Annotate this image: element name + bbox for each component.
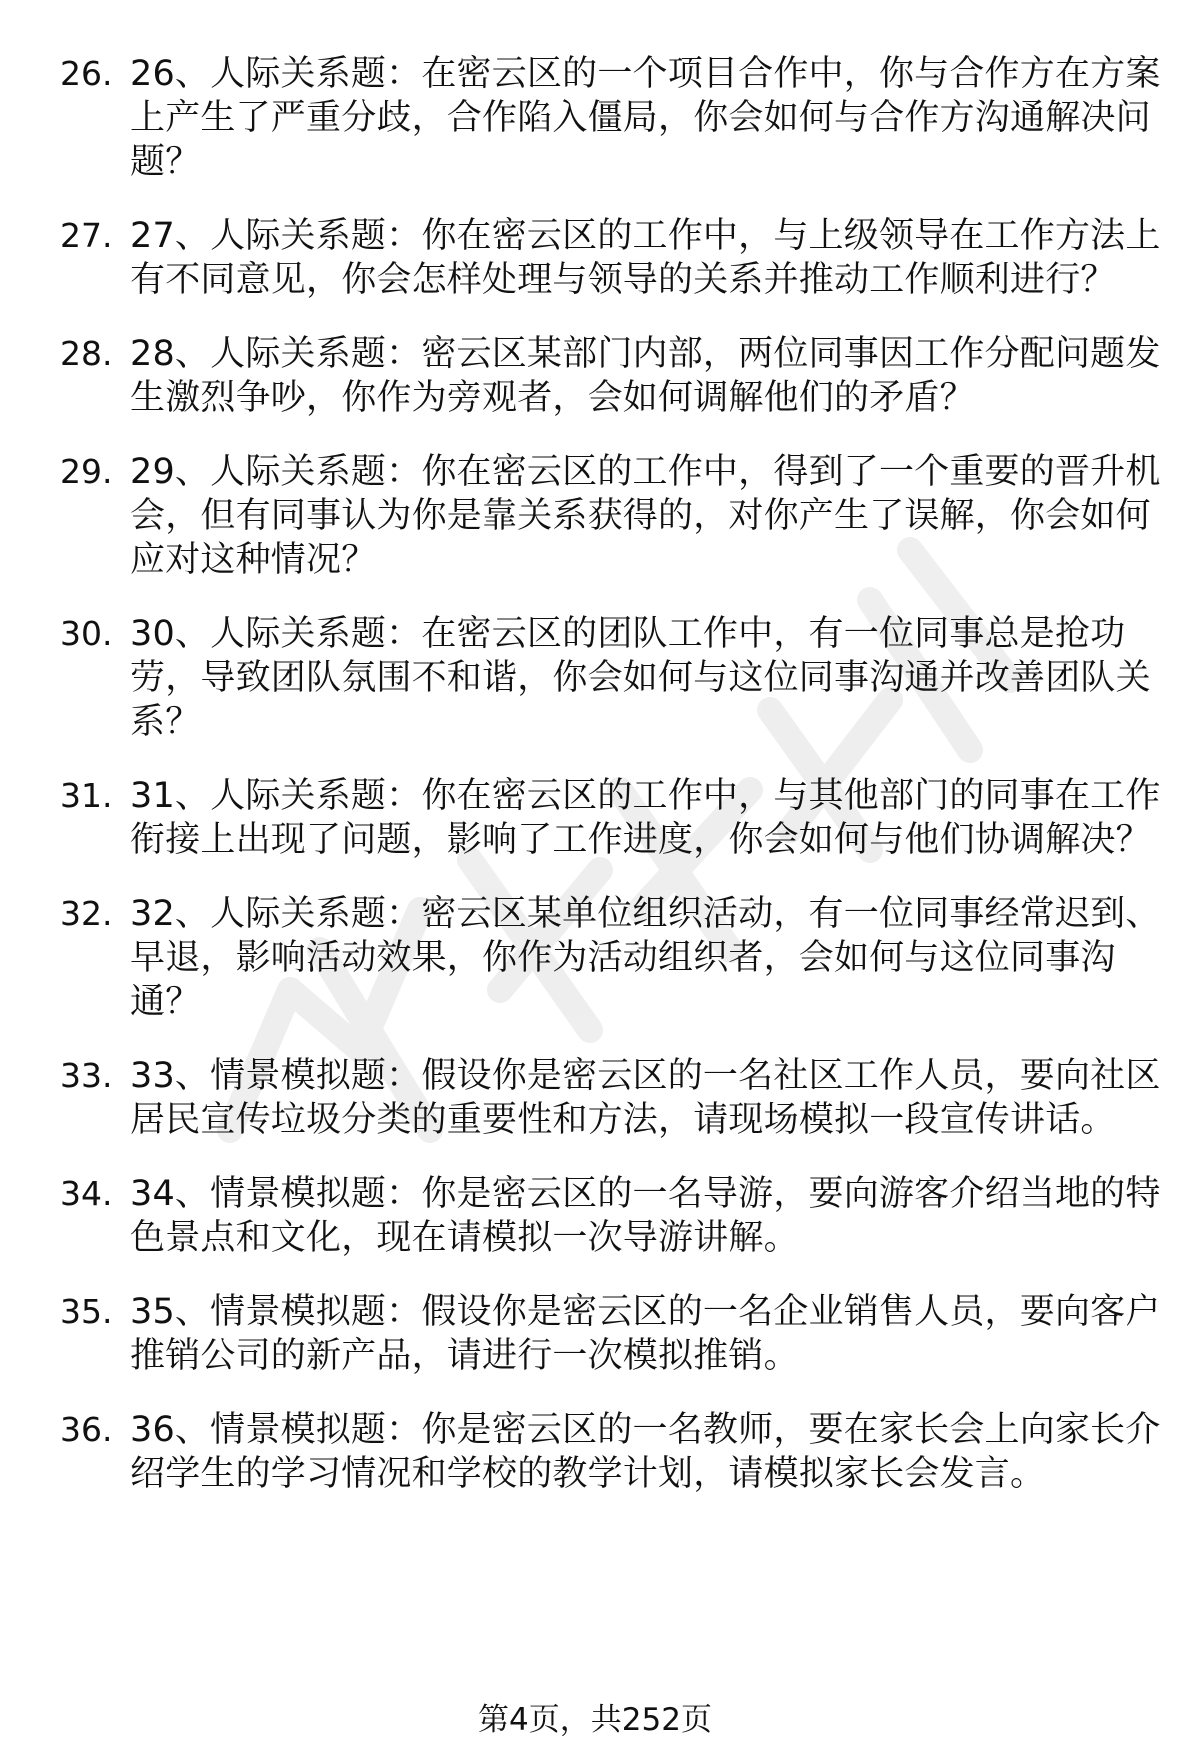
- question-number: 27.: [60, 216, 113, 255]
- page-number-label: 第4页，共252页: [478, 1702, 712, 1738]
- question-number: 36.: [60, 1410, 113, 1449]
- question-number: 30.: [60, 614, 113, 653]
- question-text: 34、情景模拟题：你是密云区的一名导游，要向游客介绍当地的特色景点和文化，现在请模拟一次导游讲解。: [130, 1174, 1161, 1258]
- question-text: 31、人际关系题：你在密云区的工作中，与其他部门的同事在工作衔接上出现了问题，影响了工作进度，你会如何与他们协调解决？: [130, 776, 1161, 860]
- list-item: [0, 52, 1165, 184]
- question-text: 32、人际关系题：密云区某单位组织活动，有一位同事经常迟到、早退，影响活动效果，你作为活动组织者，会如何与这位同事沟通？: [130, 894, 1161, 1022]
- list-item: [0, 332, 1165, 420]
- list-item: [0, 1172, 1165, 1260]
- question-number: 34.: [60, 1174, 113, 1213]
- question-text: 36、情景模拟题：你是密云区的一名教师，要在家长会上向家长介绍学生的学习情况和学校的教学计划，请模拟家长会发言。: [130, 1410, 1161, 1494]
- question-text: 27、人际关系题：你在密云区的工作中，与上级领导在工作方法上有不同意见，你会怎样处理与领导的关系并推动工作顺利进行？: [130, 216, 1161, 300]
- list-item: [0, 450, 1165, 582]
- question-number: 32.: [60, 894, 113, 933]
- list-item: [0, 214, 1165, 302]
- list-item: [0, 612, 1165, 744]
- list-item: [0, 1290, 1165, 1378]
- list-item: [0, 1054, 1165, 1142]
- question-number: 26.: [60, 54, 113, 93]
- question-number: 28.: [60, 334, 113, 373]
- question-text: 29、人际关系题：你在密云区的工作中，得到了一个重要的晋升机会，但有同事认为你是靠关系获得的，对你产生了误解，你会如何应对这种情况？: [130, 452, 1161, 580]
- question-number: 29.: [60, 452, 113, 491]
- page-footer: [0, 1700, 1190, 1740]
- list-item: [0, 892, 1165, 1024]
- question-text: 30、人际关系题：在密云区的团队工作中，有一位同事总是抢功劳，导致团队氛围不和谐，你会如何与这位同事沟通并改善团队关系？: [130, 614, 1151, 742]
- question-number: 35.: [60, 1292, 113, 1331]
- question-number: 33.: [60, 1056, 113, 1095]
- question-text: 33、情景模拟题：假设你是密云区的一名社区工作人员，要向社区居民宣传垃圾分类的重要性和方法，请现场模拟一段宣传讲话。: [130, 1056, 1161, 1140]
- list-item: [0, 1408, 1165, 1496]
- question-text: 35、情景模拟题：假设你是密云区的一名企业销售人员，要向客户推销公司的新产品，请进行一次模拟推销。: [130, 1292, 1161, 1376]
- question-text: 28、人际关系题：密云区某部门内部，两位同事因工作分配问题发生激烈争吵，你作为旁观者，会如何调解他们的矛盾？: [130, 334, 1161, 418]
- question-text: 26、人际关系题：在密云区的一个项目合作中，你与合作方在方案上产生了严重分歧，合作陷入僵局，你会如何与合作方沟通解决问题？: [130, 54, 1161, 182]
- list-item: [0, 774, 1165, 862]
- question-number: 31.: [60, 776, 113, 815]
- question-list: [0, 52, 1190, 1526]
